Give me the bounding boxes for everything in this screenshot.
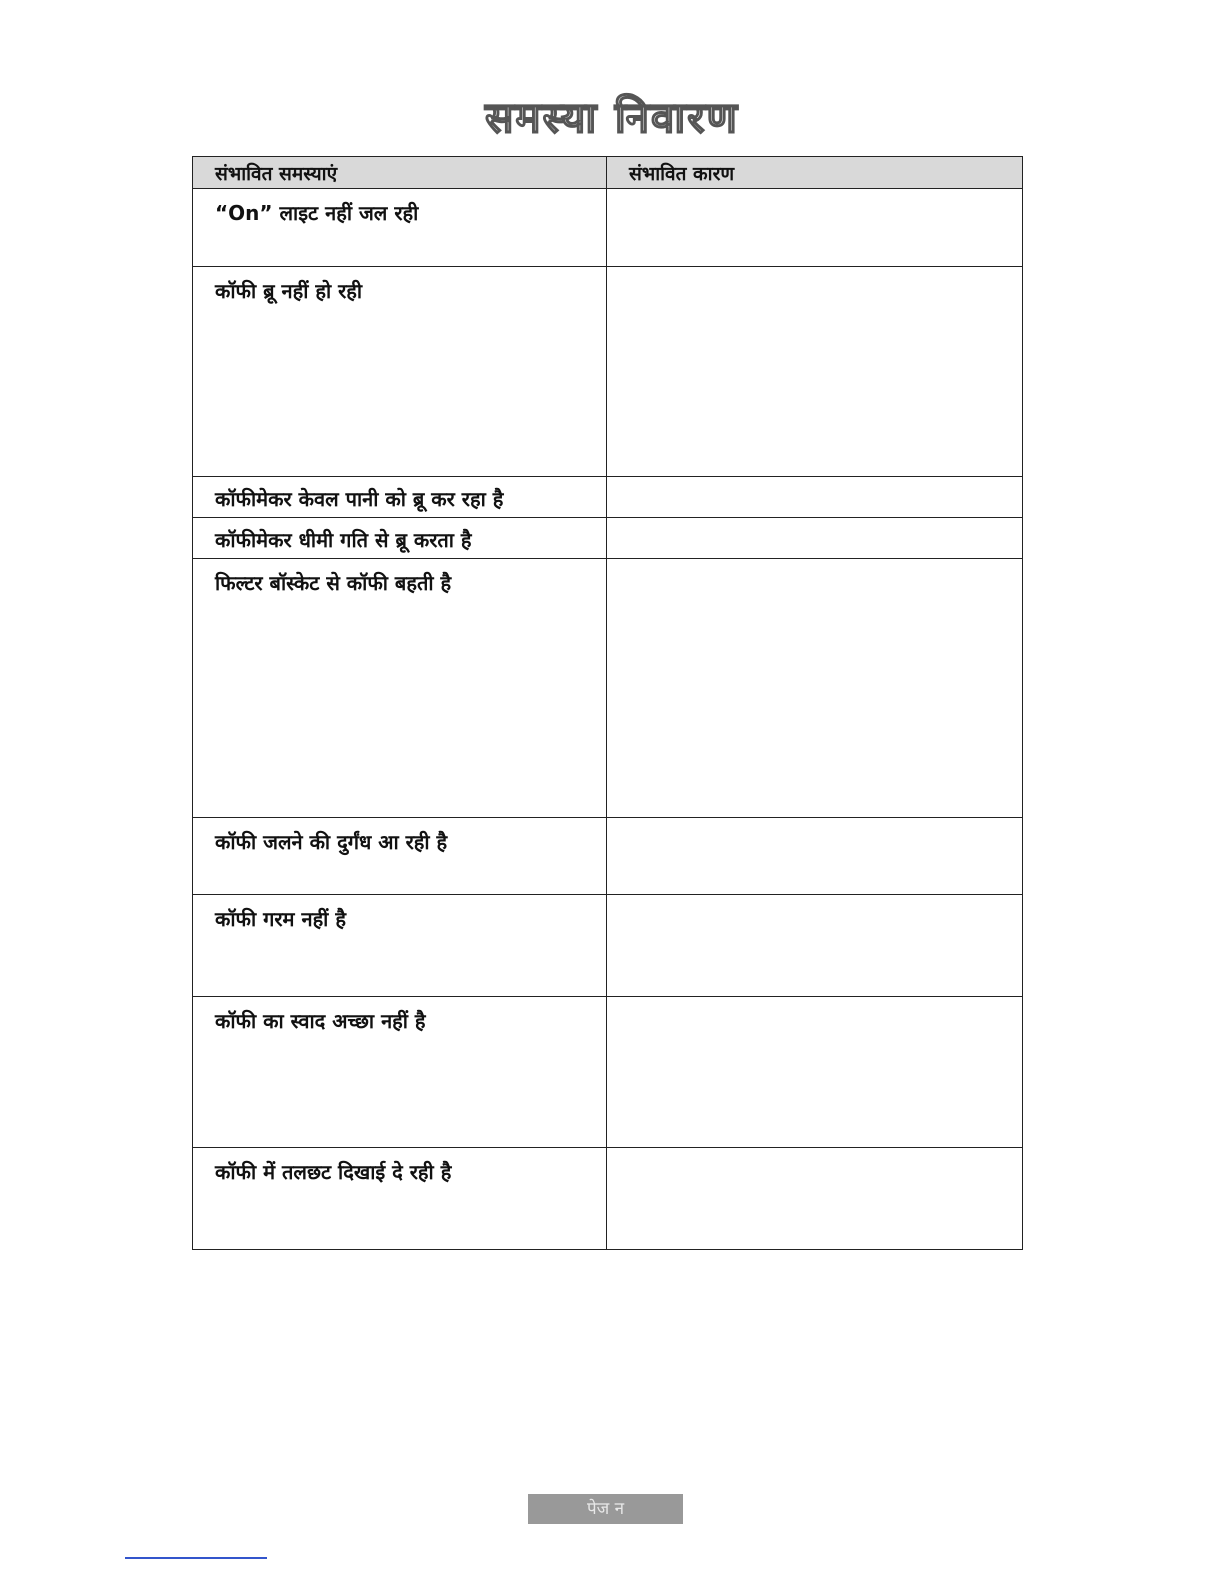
cause-cell [607, 1148, 1023, 1250]
problem-cell: कॉफी जलने की दुर्गंध आ रही है [193, 818, 607, 895]
table-row [193, 1148, 1023, 1250]
problem-cell: कॉफी का स्वाद अच्छा नहीं है [193, 997, 607, 1148]
table-header-row [193, 157, 1023, 189]
table-row [193, 477, 1023, 518]
problem-cell: फिल्टर बॉस्केट से कॉफी बहती है [193, 559, 607, 818]
header-possible-problems: संभावित समस्याएं [193, 157, 607, 189]
table-row [193, 267, 1023, 477]
cause-cell [607, 477, 1023, 518]
problem-cell: “On” लाइट नहीं जल रही [193, 189, 607, 267]
cause-cell [607, 267, 1023, 477]
problem-cell: कॉफीमेकर केवल पानी को ब्रू कर रहा है [193, 477, 607, 518]
cause-cell [607, 518, 1023, 559]
problem-cell: कॉफी में तलछट दिखाई दे रही है [193, 1148, 607, 1250]
page-number-label: पेज न [528, 1494, 683, 1524]
troubleshooting-table [192, 156, 1023, 1250]
cause-cell [607, 189, 1023, 267]
page-title: समस्या निवारण [485, 93, 739, 142]
problem-cell: कॉफीमेकर धीमी गति से ब्रू करता है [193, 518, 607, 559]
table-row [193, 895, 1023, 997]
table-row [193, 818, 1023, 895]
table-row [193, 518, 1023, 559]
cause-cell [607, 818, 1023, 895]
cause-cell [607, 895, 1023, 997]
table-row [193, 997, 1023, 1148]
cause-cell [607, 559, 1023, 818]
footer-rule [125, 1557, 267, 1559]
table-row [193, 559, 1023, 818]
problem-cell: कॉफी गरम नहीं है [193, 895, 607, 997]
header-possible-causes: संभावित कारण [607, 157, 1023, 189]
cause-cell [607, 997, 1023, 1148]
table-row [193, 189, 1023, 267]
problem-cell: कॉफी ब्रू नहीं हो रही [193, 267, 607, 477]
